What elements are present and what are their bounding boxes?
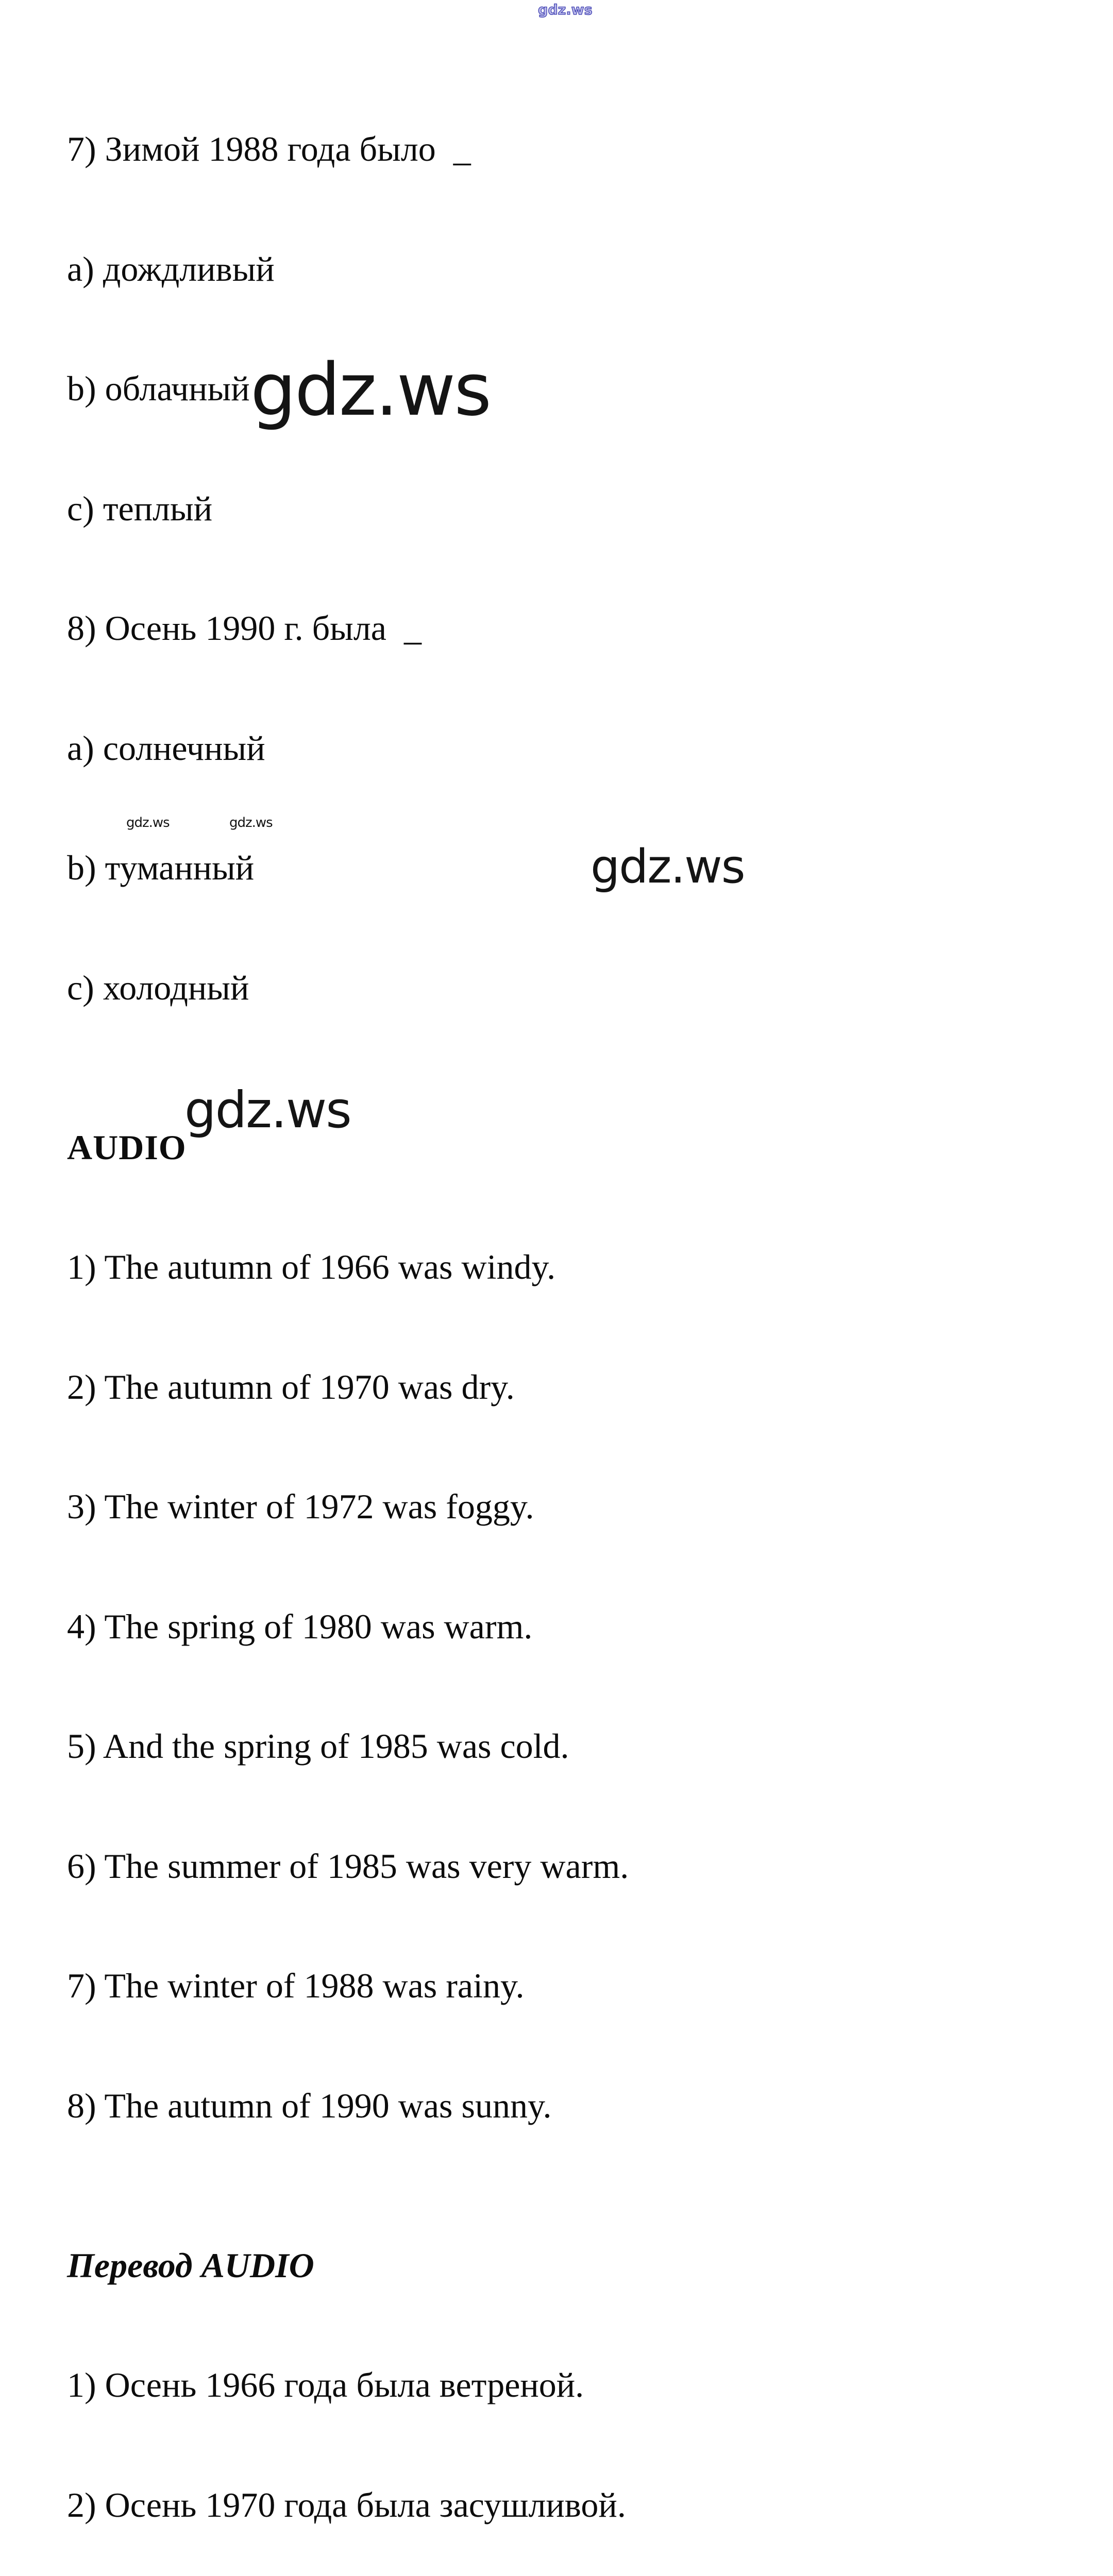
quiz-option-7c: c) теплый (67, 488, 213, 528)
gdz-watermark-large-translation: gdz.ws (591, 840, 745, 894)
audio-line-8: 8) The autumn of 1990 was sunny. (67, 2086, 552, 2125)
gdz-watermark-small-2: gdz.ws (229, 815, 273, 831)
quiz-question-8: 8) Осень 1990 г. была _ (67, 608, 421, 648)
audio-line-5: 5) And the spring of 1985 was cold. (67, 1726, 569, 1766)
audio-line-6: 6) The summer of 1985 was very warm. (67, 1846, 629, 1886)
translation-line-1: 1) Осень 1966 года была ветреной. (67, 2365, 584, 2404)
gdz-watermark-top: gdz.ws (538, 2, 593, 18)
audio-line-4: 4) The spring of 1980 was warm. (67, 1606, 533, 1646)
audio-line-3: 3) The winter of 1972 was foggy. (67, 1487, 534, 1526)
quiz-option-7b: b) облачный (67, 369, 250, 408)
audio-heading: AUDIO (67, 1127, 187, 1167)
audio-line-1: 1) The autumn of 1966 was windy. (67, 1247, 556, 1286)
quiz-question-7: 7) Зимой 1988 года было _ (67, 129, 471, 168)
quiz-option-8a: a) солнечный (67, 728, 265, 768)
audio-line-2: 2) The autumn of 1970 was dry. (67, 1367, 515, 1406)
gdz-watermark-answer-heading: gdz.ws (184, 1081, 351, 1139)
translation-heading: Перевод AUDIO (67, 2245, 314, 2285)
gdz-watermark-small-1: gdz.ws (126, 815, 170, 831)
gdz-watermark-large-audio: gdz.ws (250, 348, 491, 432)
quiz-option-8b: b) туманный (67, 848, 255, 887)
quiz-option-8c: c) холодный (67, 968, 249, 1007)
translation-line-2: 2) Осень 1970 года была засушливой. (67, 2485, 626, 2524)
audio-line-7: 7) The winter of 1988 was rainy. (67, 1966, 525, 2005)
document-text (67, 49, 787, 2576)
quiz-option-7a: a) дождливый (67, 249, 275, 289)
